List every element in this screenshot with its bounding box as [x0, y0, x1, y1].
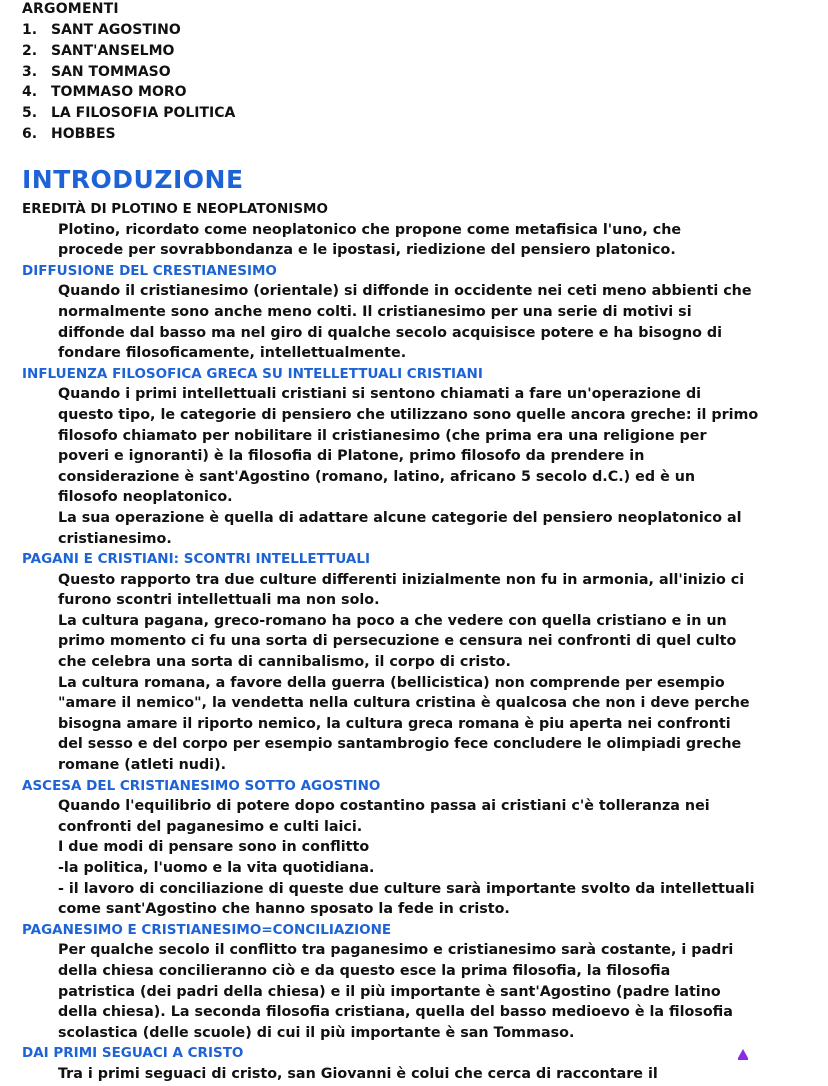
sections-flow: [22, 199, 812, 1085]
list-item: 1. SANT AGOSTINO: [22, 22, 181, 38]
section-text: Per qualche secolo il conflitto tra paganesimo e cristianesimo sarà costante, i padri della chiesa concilieranno ciò e da questo esce la prima filosofia, la filosofia patristica (dei padri della chiesa) e il più importante è sant'Agostino (padre latino della chiesa). La seconda filosofia cristiana, quella del basso medioevo è la filosofia scolastica (delle scuole) di cui il più importante è san Tommaso.: [58, 942, 734, 1041]
triangle-marker-icon: [738, 1049, 748, 1058]
list-item: 4. TOMMASO MORO: [22, 84, 187, 101]
section-title: EREDITÀ DI PLOTINO E NEOPLATONISMO: [22, 201, 328, 217]
section-text: Quando l'equilibrio di potere dopo costantino passa ai cristiani c'è tolleranza nei confronti del paganesimo e culti laici. I due modi di pensare sono in conflitto -la politica, l'uomo e la vita quotidiana. - il lavoro di conciliazione di queste due culture sarà importante svolto da intellettuali come sant'Agostino che hanno sposato la fede in cristo.: [58, 798, 755, 918]
list-item: 2. SANT'ANSELMO: [22, 42, 175, 59]
section-title: DAI PRIMI SEGUACI A CRISTO: [22, 1045, 244, 1062]
intro-heading: INTRODUZIONE: [22, 165, 244, 194]
section-title: DIFFUSIONE DEL CRESTIANESIMO: [22, 262, 277, 279]
section-title: INFLUENZA FILOSOFICA GRECA SU INTELLETTUALI CRISTIANI: [22, 365, 483, 382]
argomenti-title: ARGOMENTI: [22, 1, 119, 17]
section-text: Questo rapporto tra due culture differenti inizialmente non fu in armonia, all'inizio ci furono scontri intellettuali ma non solo. La cultura pagana, greco-romano ha poco a che vedere con quella cristiano e in un primo momento ci fu una sorta di persecuzione e censura nei confronti di quel culto che celebra una sorta di cannibalismo, il corpo di cristo. La cultura romana, a favore della guerra (bellicistica) non comprende per esempio "amare il nemico", la vendetta nella cultura cristina è qualcosa che non i deve perche bisogna amare il riporto nemico, la cultura greca romana è piu aperta nei confronti del sesso e del corpo per esempio santambrogio fece concludere le olimpiadi greche romane (atleti nudi).: [58, 571, 750, 774]
section-title: PAGANI E CRISTIANI: SCONTRI INTELLETTUALI: [22, 551, 370, 568]
section-title: ASCESA DEL CRISTIANESIMO SOTTO AGOSTINO: [22, 777, 381, 794]
last-section-header-row: [22, 1043, 812, 1064]
list-item: 6. HOBBES: [22, 125, 116, 142]
section-text: Quando il cristianesimo (orientale) si diffonde in occidente nei ceti meno abbienti che normalmente sono anche meno colti. Il cristianesimo per una serie di motivi si diffonde dal basso ma nel giro di qualche secolo acquisisce potere e ha bisogno di fondare filosoficamente, intellettualmente.: [58, 283, 752, 362]
section-text: Plotino, ricordato come neoplatonico che propone come metafisica l'uno, che procede per sovrabbondanza e le ipostasi, riedizione del pensiero platonico.: [58, 221, 682, 259]
argomenti-list: [22, 20, 235, 145]
section-text: Tra i primi seguaci di cristo, san Giovanni è colui che cerca di raccontare il: [58, 1065, 658, 1082]
list-item: 3. SAN TOMMASO: [22, 63, 171, 80]
section-text: Quando i primi intellettuali cristiani si sentono chiamati a fare un'operazione di questo tipo, le categorie di pensiero che utilizzano sono quelle ancora greche: il primo filosofo chiamato per nobilitare il cristianesimo (che prima era una religione per poveri e ignoranti) è la filosofia di Platone, primo filosofo da prendere in considerazione è sant'Agostino (romano, latino, africano 5 secolo d.C.) ed è un filosofo neoplatonico. La sua operazione è quella di adattare alcune categorie del pensiero neoplatonico al cristianesimo.: [58, 386, 759, 547]
section-title: PAGANESIMO E CRISTIANESIMO=CONCILIAZIONE: [22, 921, 392, 938]
list-item: 5. LA FILOSOFIA POLITICA: [22, 105, 236, 122]
